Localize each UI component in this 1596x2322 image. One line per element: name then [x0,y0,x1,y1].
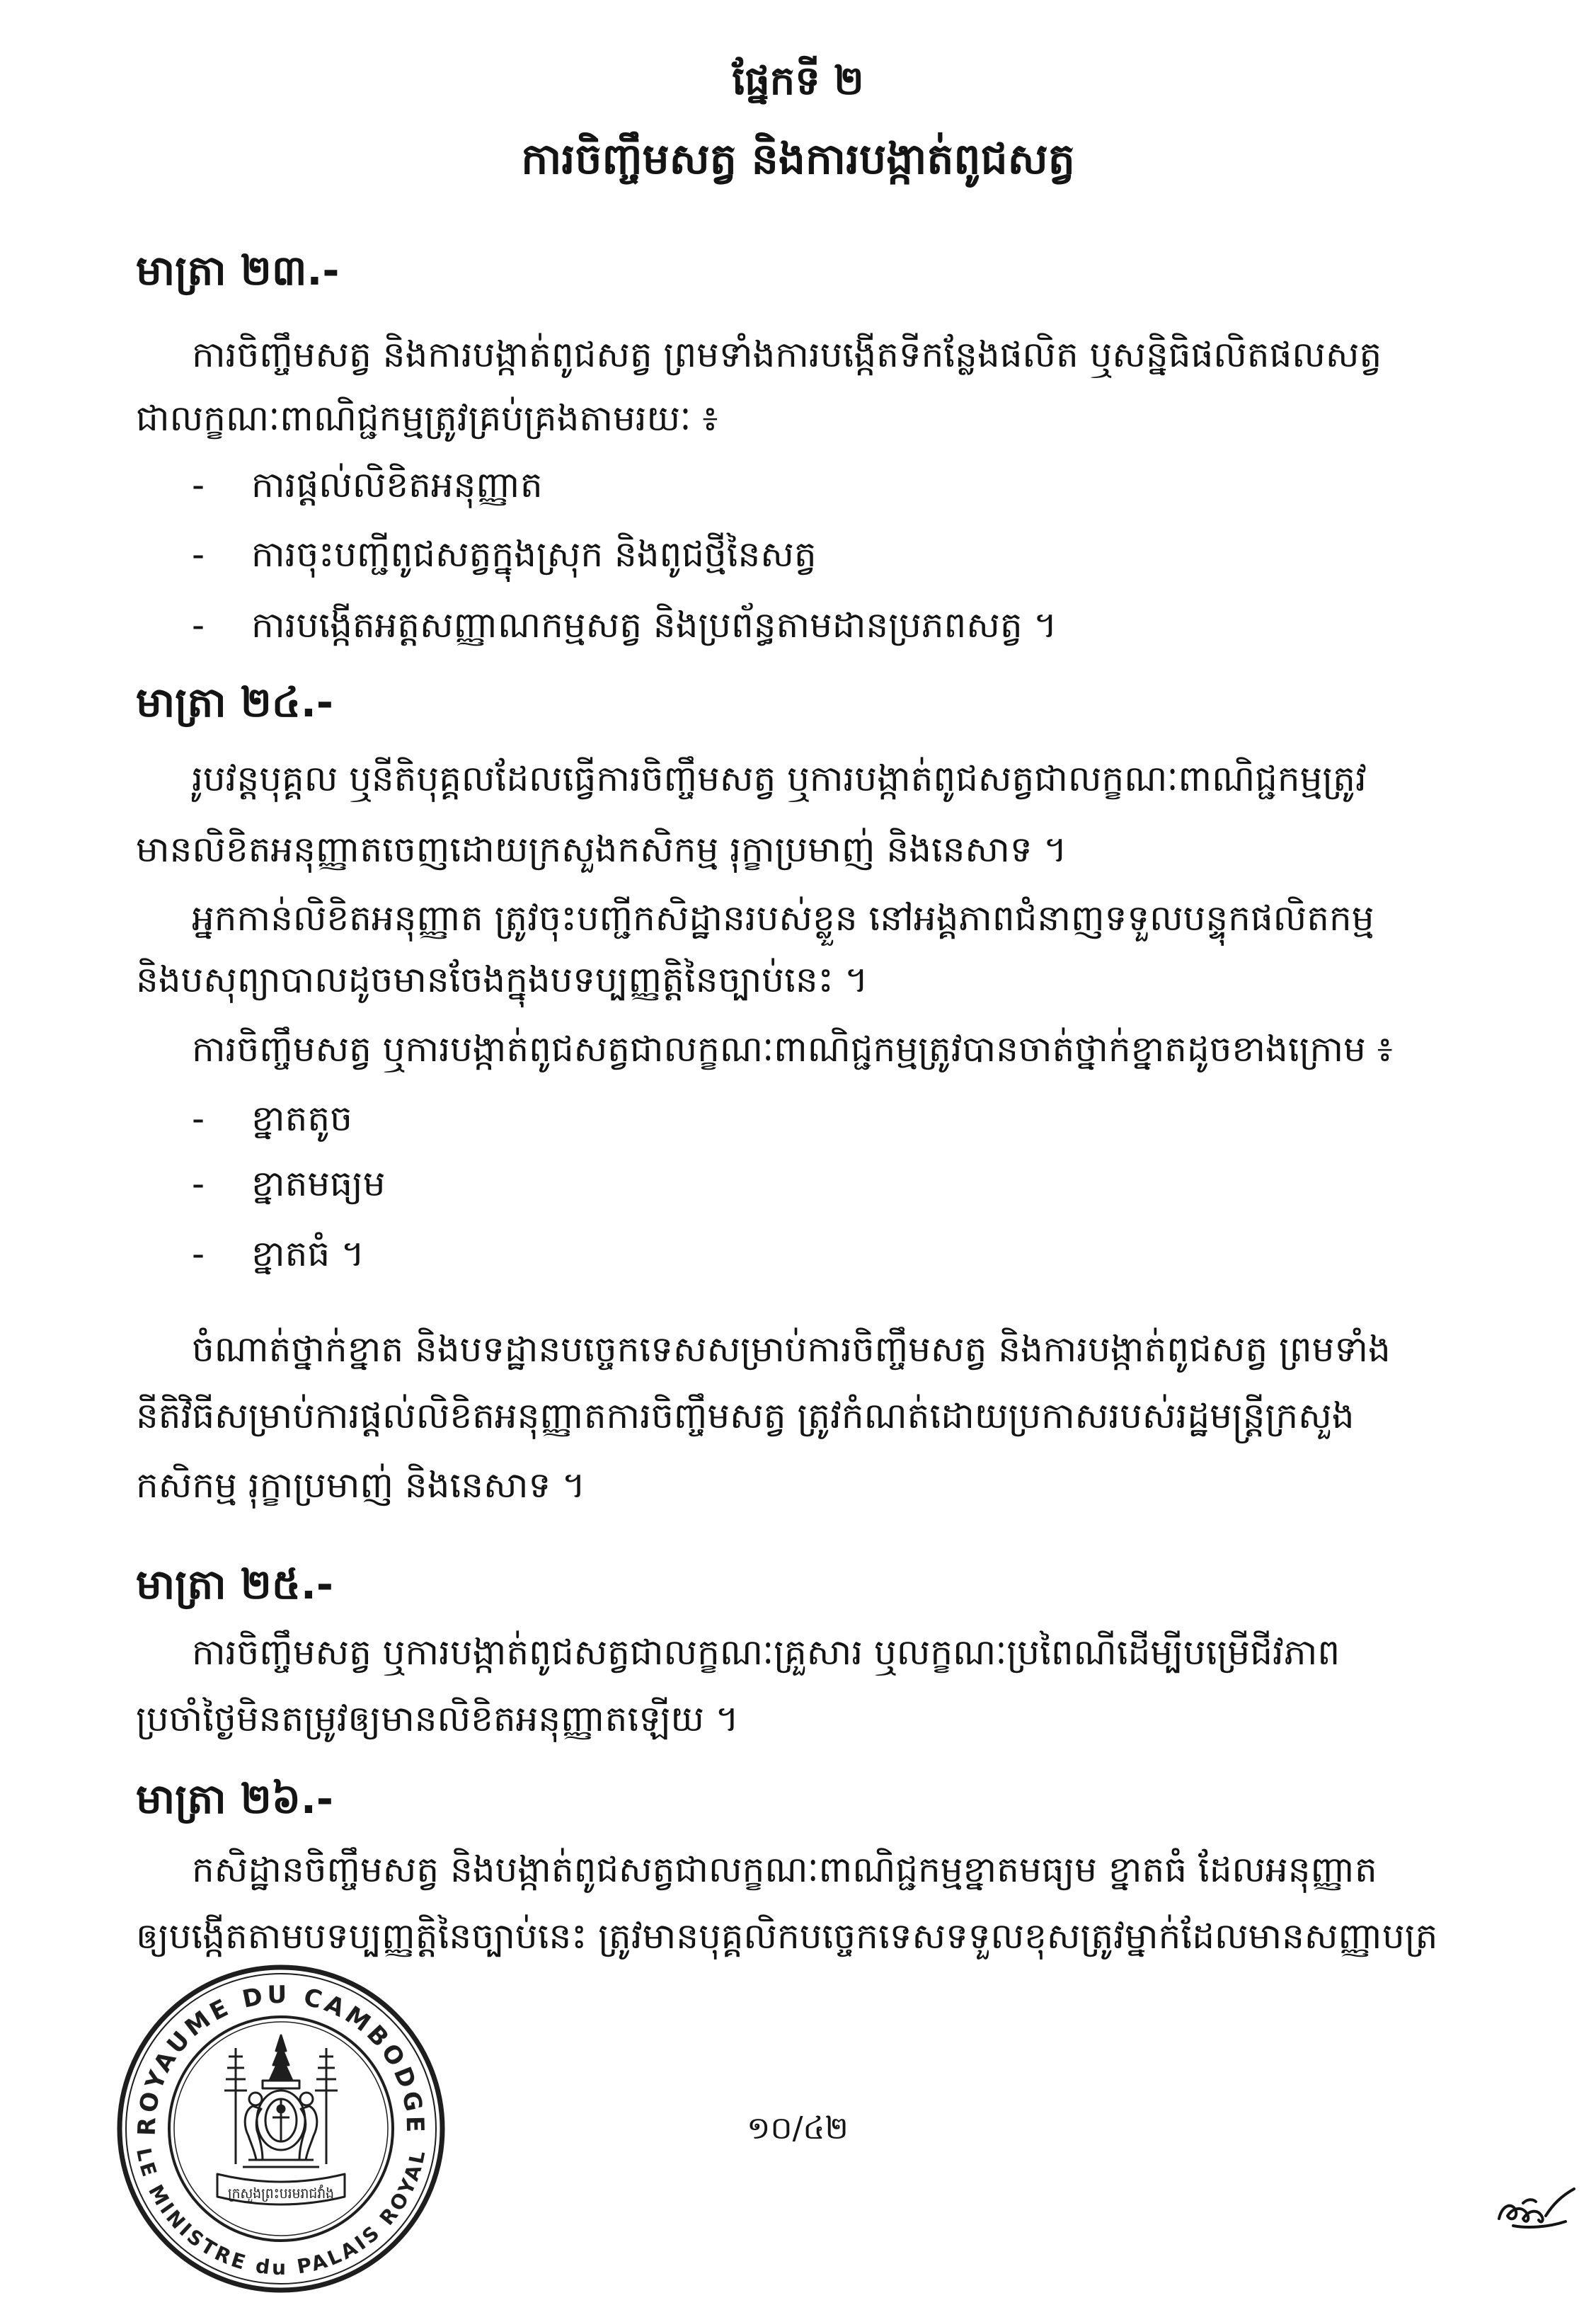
article-23-bullet-3: ការបង្កើតអត្តសញ្ញាណកម្មសត្វ និងប្រព័ន្ធតាមដានប្រភពសត្វ ។ [251,605,1057,646]
bullet-dash: - [192,1233,205,1274]
article-24-paragraph-3-line-1: ការចិញ្ចឹមសត្វ ឬការបង្កាត់ពូជសត្វជាលក្ខណៈពាណិជ្ជកម្មត្រូវបានចាត់ថ្នាក់ខ្នាតដូចខាងក្រោម ៖ [192,1029,1393,1070]
royal-coat-of-arms-icon [217,2035,345,2204]
article-24-bullet-3: ខ្នាតធំ ។ [251,1233,364,1274]
article-24-bullet-2: ខ្នាតមធ្យម [251,1163,386,1204]
article-25-heading: មាត្រា ២៥.- [136,1560,333,1608]
seal-banner-text: ក្រសួងព្រះបរមរាជវាំង [228,2185,342,2202]
article-25-paragraph-1-line-2: ប្រចាំថ្ងៃមិនតម្រូវឲ្យមានលិខិតអនុញ្ញាតឡើយ ។ [136,1698,739,1739]
article-24-paragraph-1-line-1: រូបវន្តបុគ្គល ឬនីតិបុគ្គលដែលធ្វើការចិញ្ចឹមសត្វ ឬការបង្កាត់ពូជសត្វជាលក្ខណៈពាណិជ្ជកម្មត្រូវ [192,758,1367,799]
royal-palace-seal [111,1959,451,2299]
article-23-paragraph-1-line-1: ការចិញ្ចឹមសត្វ និងការបង្កាត់ពូជសត្វ ព្រមទាំងការបង្កើតទីកន្លែងផលិត ឬសន្និធិផលិតផលសត្វ [192,334,1382,375]
article-26-paragraph-1-line-1: កសិដ្ឋានចិញ្ចឹមសត្វ និងបង្កាត់ពូជសត្វជាលក្ខណៈពាណិជ្ជកម្មខ្នាតមធ្យម ខ្នាតធំ ដែលអនុញ្ញាត [192,1849,1377,1890]
bullet-dash: - [192,605,205,646]
article-24-paragraph-2-line-2: និងបសុព្យាបាលដូចមានចែងក្នុងបទប្បញ្ញត្តិនៃច្បាប់នេះ ។ [136,959,868,1000]
article-23-bullet-2: ការចុះបញ្ជីពូជសត្វក្នុងស្រុក និងពូជថ្មីនៃសត្វ [251,534,817,575]
article-24-paragraph-4-line-3: កសិកម្ម រុក្ខាប្រមាញ់ និងនេសាទ ។ [136,1465,586,1506]
bullet-dash: - [192,1098,205,1139]
article-26-paragraph-1-line-2: ឲ្យបង្កើតតាមបទប្បញ្ញត្តិនៃច្បាប់នេះ ត្រូវមានបុគ្គលិកបច្ចេកទេសទទួលខុសត្រូវម្នាក់ដែលមានសញ្ញាបត្រ [136,1916,1438,1957]
article-25-paragraph-1-line-1: ការចិញ្ចឹមសត្វ ឬការបង្កាត់ពូជសត្វជាលក្ខណៈគ្រួសារ ឬលក្ខណៈប្រពៃណីដើម្បីបម្រើជីវភាព [192,1632,1340,1673]
part-label: ផ្នែកទី ២ [732,58,864,104]
article-23-heading: មាត្រា ២៣.- [136,246,340,294]
part-title: ការចិញ្ចឹមសត្វ និងការបង្កាត់ពូជសត្វ [521,135,1075,184]
seal-top-text: ROYAUME DU CAMBODGE [132,1980,430,2137]
article-24-paragraph-4-line-1: ចំណាត់ថ្នាក់ខ្នាត និងបទដ្ឋានបច្ចេកទេសសម្រាប់ការចិញ្ចឹមសត្វ និងការបង្កាត់ពូជសត្វ ព្រមទាំង [192,1329,1391,1370]
bullet-dash: - [192,1163,205,1204]
article-24-heading: មាត្រា ២៤.- [136,678,333,726]
bullet-dash: - [192,464,205,505]
article-24-paragraph-2-line-1: អ្នកកាន់លិខិតអនុញ្ញាត ត្រូវចុះបញ្ជីកសិដ្ឋានរបស់ខ្លួន នៅអង្គភាពជំនាញទទួលបន្ទុកផលិតកម្ម [192,898,1374,939]
article-24-bullet-1: ខ្នាតតូច [251,1098,352,1139]
article-26-heading: មាត្រា ២៦.- [136,1775,333,1823]
article-23-bullet-1: ការផ្តល់លិខិតអនុញ្ញាត [251,464,543,505]
bullet-dash: - [192,534,205,575]
page-number: ១០/៤២ [747,2110,849,2146]
article-24-paragraph-1-line-2: មានលិខិតអនុញ្ញាតចេញដោយក្រសួងកសិកម្ម រុក្ខាប្រមាញ់ និងនេសាទ ។ [136,829,1067,870]
article-24-paragraph-4-line-2: នីតិវិធីសម្រាប់ការផ្តល់លិខិតអនុញ្ញាតការចិញ្ចឹមសត្វ ត្រូវកំណត់ដោយប្រកាសរបស់រដ្ឋមន្ត្រីក្រសួង [136,1395,1355,1436]
handwritten-initials [1492,2175,1584,2238]
seal-bottom-text: LE MINISTRE du PALAIS ROYAL [131,2146,431,2280]
article-23-paragraph-1-line-2: ជាលក្ខណៈពាណិជ្ជកម្មត្រូវគ្រប់គ្រងតាមរយៈ ៖ [136,398,718,439]
